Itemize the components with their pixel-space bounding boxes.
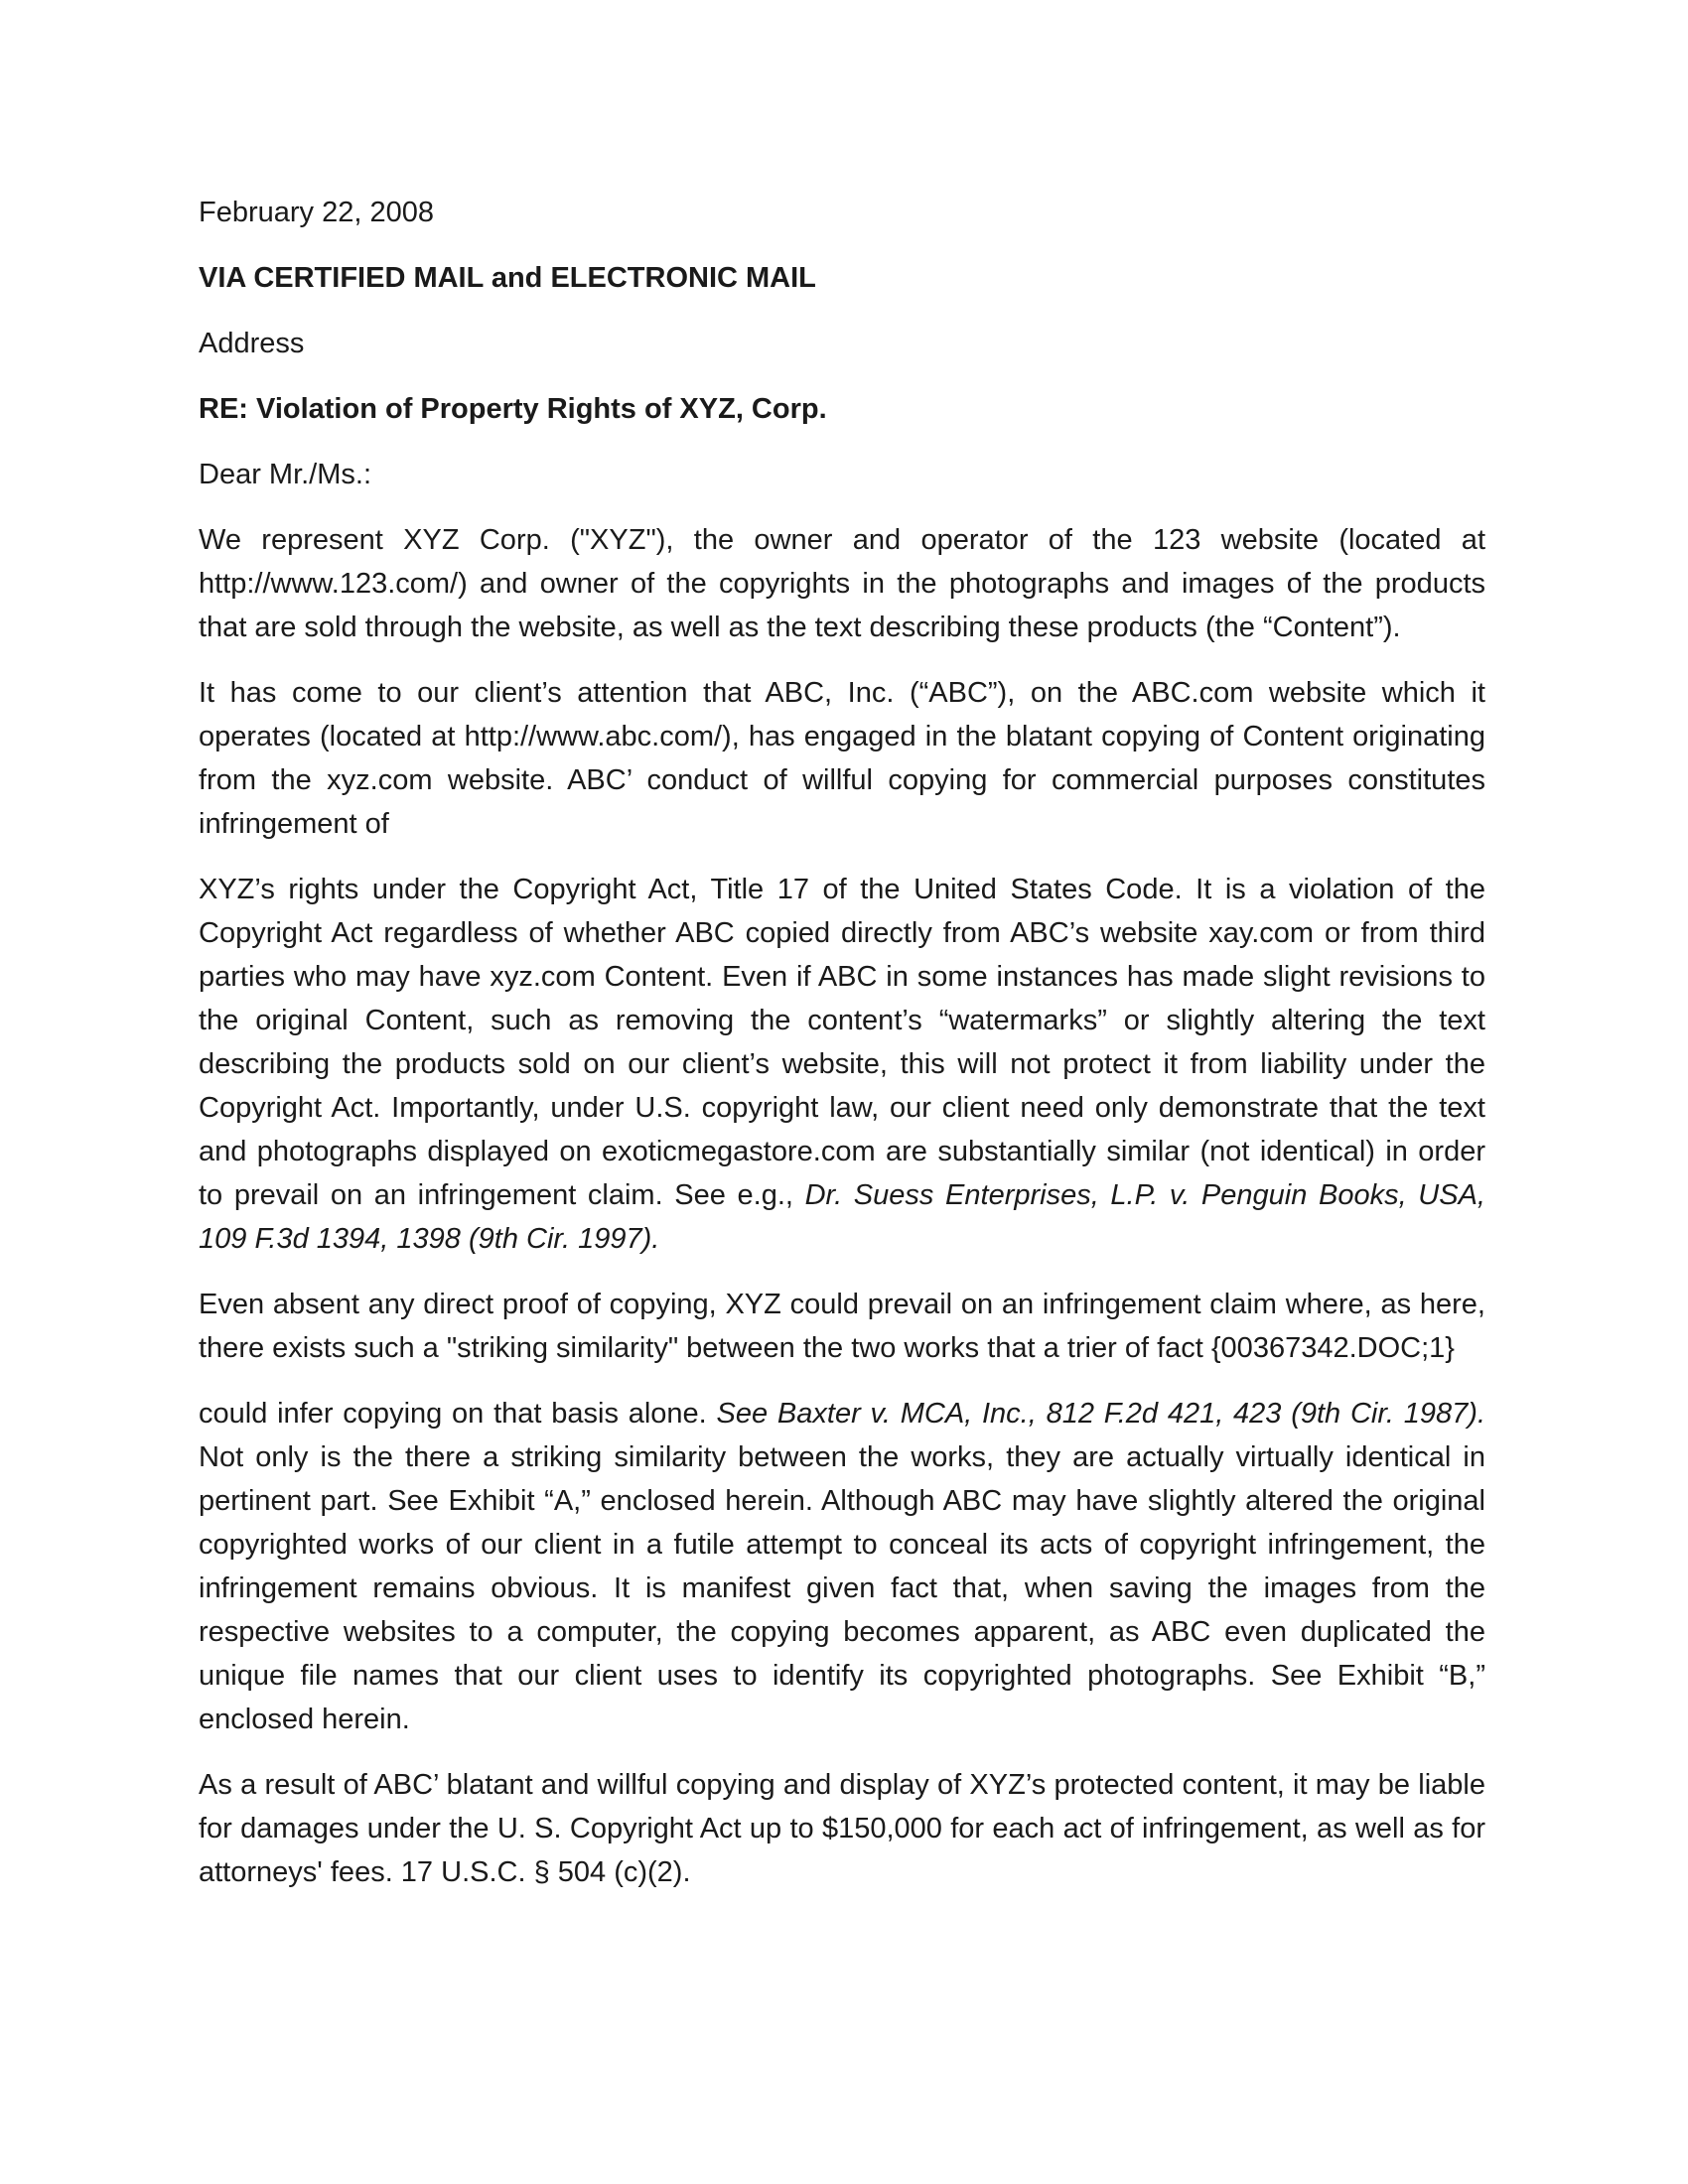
recipient-address: Address [199,328,305,359]
citation-suess: Dr. Suess Enterprises, L.P. v. Penguin Books, USA, 109 F.3d 1394, 1398 (9th Cir. 1997). [199,1179,1485,1255]
paragraph-representation: We represent XYZ Corp. ("XYZ"), the owner and operator of the 123 website (located at http://www.123.com/) and owner of the copyrights in the photographs and images of the products that are sold through the website, as well as the text describing these products (the “Content”). [199,524,1485,643]
paragraph-copyright-act [199,868,1485,1261]
letter-date: February 22, 2008 [199,197,434,228]
subject-line: RE: Violation of Property Rights of XYZ, Corp. [199,393,827,425]
paragraph-infer-copying-lead: could infer copying on that basis alone. [199,1398,707,1430]
citation-baxter: See Baxter v. MCA, Inc., 812 F.2d 421, 423 (9th Cir. 1987). [716,1398,1486,1430]
paragraph-infringement-notice: It has come to our client’s attention that ABC, Inc. (“ABC”), on the ABC.com website which it operates (located at http://www.abc.com/), has engaged in the blatant copying of Content originating from the xyz.com website. ABC’ conduct of willful copying for commercial purposes constitutes infringement of [199,677,1485,840]
paragraph-infer-copying-rest: Not only is the there a striking similarity between the works, they are actually virtually identical in pertinent part. See Exhibit “A,” enclosed herein. Although ABC may have slightly altered the original copyrighted works of our client in a futile attempt to conceal its acts of copyright infringement, the infringement remains obvious. It is manifest given fact that, when saving the images from the respective websites to a computer, the copying becomes apparent, as ABC even duplicated the unique file names that our client uses to identify its copyrighted photographs. See Exhibit “B,” enclosed herein. [199,1441,1485,1735]
delivery-method: VIA CERTIFIED MAIL and ELECTRONIC MAIL [199,262,816,294]
letter-page [199,191,1485,1916]
paragraph-damages: As a result of ABC’ blatant and willful copying and display of XYZ’s protected content, it may be liable for damages under the U. S. Copyright Act up to $150,000 for each act of infringement, as well as for attorneys' fees. 17 U.S.C. § 504 (c)(2). [199,1769,1485,1888]
paragraph-copyright-act-text: XYZ’s rights under the Copyright Act, Title 17 of the United States Code. It is a violation of the Copyright Act regardless of whether ABC copied directly from ABC’s website xay.com or from third parties who may have xyz.com Content. Even if ABC in some instances has made slight revisions to the original Content, such as removing the content’s “watermarks” or slightly altering the text describing the products sold on our client’s website, this will not protect it from liability under the Copyright Act. Importantly, under U.S. copyright law, our client need only demonstrate that the text and photographs displayed on exoticmegastore.com are substantially similar (not identical) in order to prevail on an infringement claim. See e.g., [199,874,1485,1211]
paragraph-infer-copying [199,1392,1485,1741]
salutation: Dear Mr./Ms.: [199,459,372,490]
paragraph-striking-similarity: Even absent any direct proof of copying, XYZ could prevail on an infringement claim where, as here, there exists such a "striking similarity" between the two works that a trier of fact {00367342.DOC;1} [199,1289,1485,1364]
